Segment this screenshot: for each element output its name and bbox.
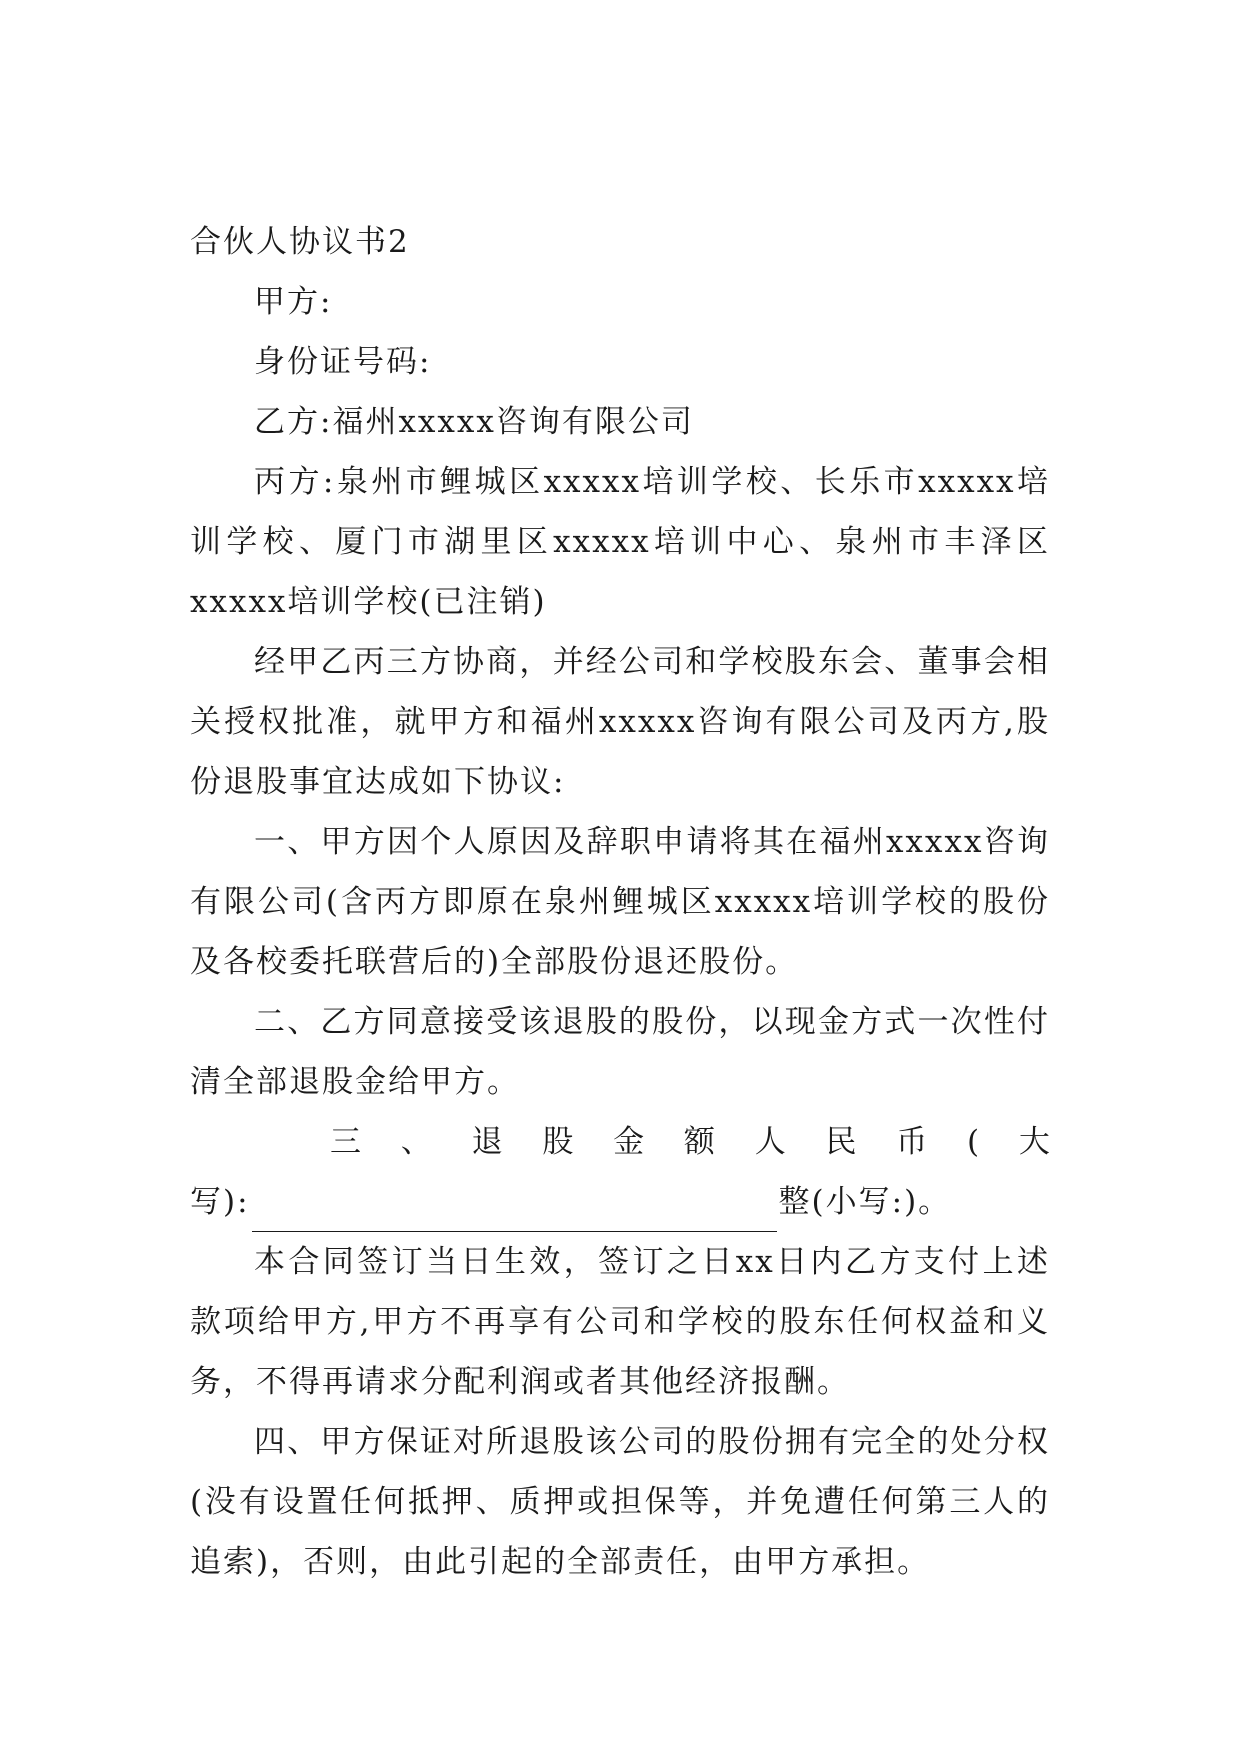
clause-4-paragraph: 四、甲方保证对所退股该公司的股份拥有完全的处分权(没有设置任何抵押、质押或担保等，并免遭任何第三人的追索)，否则，由此引起的全部责任，由甲方承担。 [190,1424,1050,1580]
clause-3-char: 、 [400,1124,432,1160]
clause-3-char: 金 [613,1124,645,1160]
clause-3-char: 三 [330,1124,361,1160]
amount-blank-field [252,1195,777,1232]
party-a-label: 甲方: [254,284,333,320]
clause-3-char: 额 [683,1124,715,1160]
clause-3-char: ( [967,1124,980,1160]
clause-3-char: 币 [896,1124,928,1160]
clause-2-paragraph: 二、乙方同意接受该退股的股份，以现金方式一次性付清全部退股金给甲方。 [190,1004,1050,1100]
clause-3-suffix: 整(小写:)。 [778,1184,952,1220]
party-c-paragraph: 丙方:泉州市鲤城区xxxxx培训学校、长乐市xxxxx培训学校、厦门市湖里区xxxxx培训中心、泉州市丰泽区xxxxx培训学校(已注销) [190,464,1050,620]
clause-3-char: 人 [754,1124,786,1160]
clause-3-heading-line [190,1112,1050,1172]
clause-3-char: 民 [825,1124,857,1160]
clause-3-amount-line [190,1172,1050,1232]
clause-3-prefix: 写): [190,1184,250,1220]
party-b-line: 乙方:福州xxxxx咨询有限公司 [254,404,694,440]
effective-paragraph: 本合同签订当日生效，签订之日xx日内乙方支付上述款项给甲方,甲方不再享有公司和学校的股东任何权益和义务，不得再请求分配利润或者其他经济报酬。 [190,1244,1050,1400]
clause-3-char: 退 [471,1124,503,1160]
document-title: 合伙人协议书2 [190,224,410,260]
clause-3-char: 大 [1018,1124,1050,1160]
id-number-label: 身份证号码: [254,344,432,380]
clause-1-paragraph: 一、甲方因个人原因及辞职申请将其在福州xxxxx咨询有限公司(含丙方即原在泉州鲤城区xxxxx培训学校的股份及各校委托联营后的)全部股份退还股份。 [190,824,1050,980]
document-body [190,212,1050,1592]
clause-3-char: 股 [542,1124,574,1160]
intro-paragraph: 经甲乙丙三方协商，并经公司和学校股东会、董事会相关授权批准，就甲方和福州xxxxx咨询有限公司及丙方,股份退股事宜达成如下协议: [190,644,1050,800]
